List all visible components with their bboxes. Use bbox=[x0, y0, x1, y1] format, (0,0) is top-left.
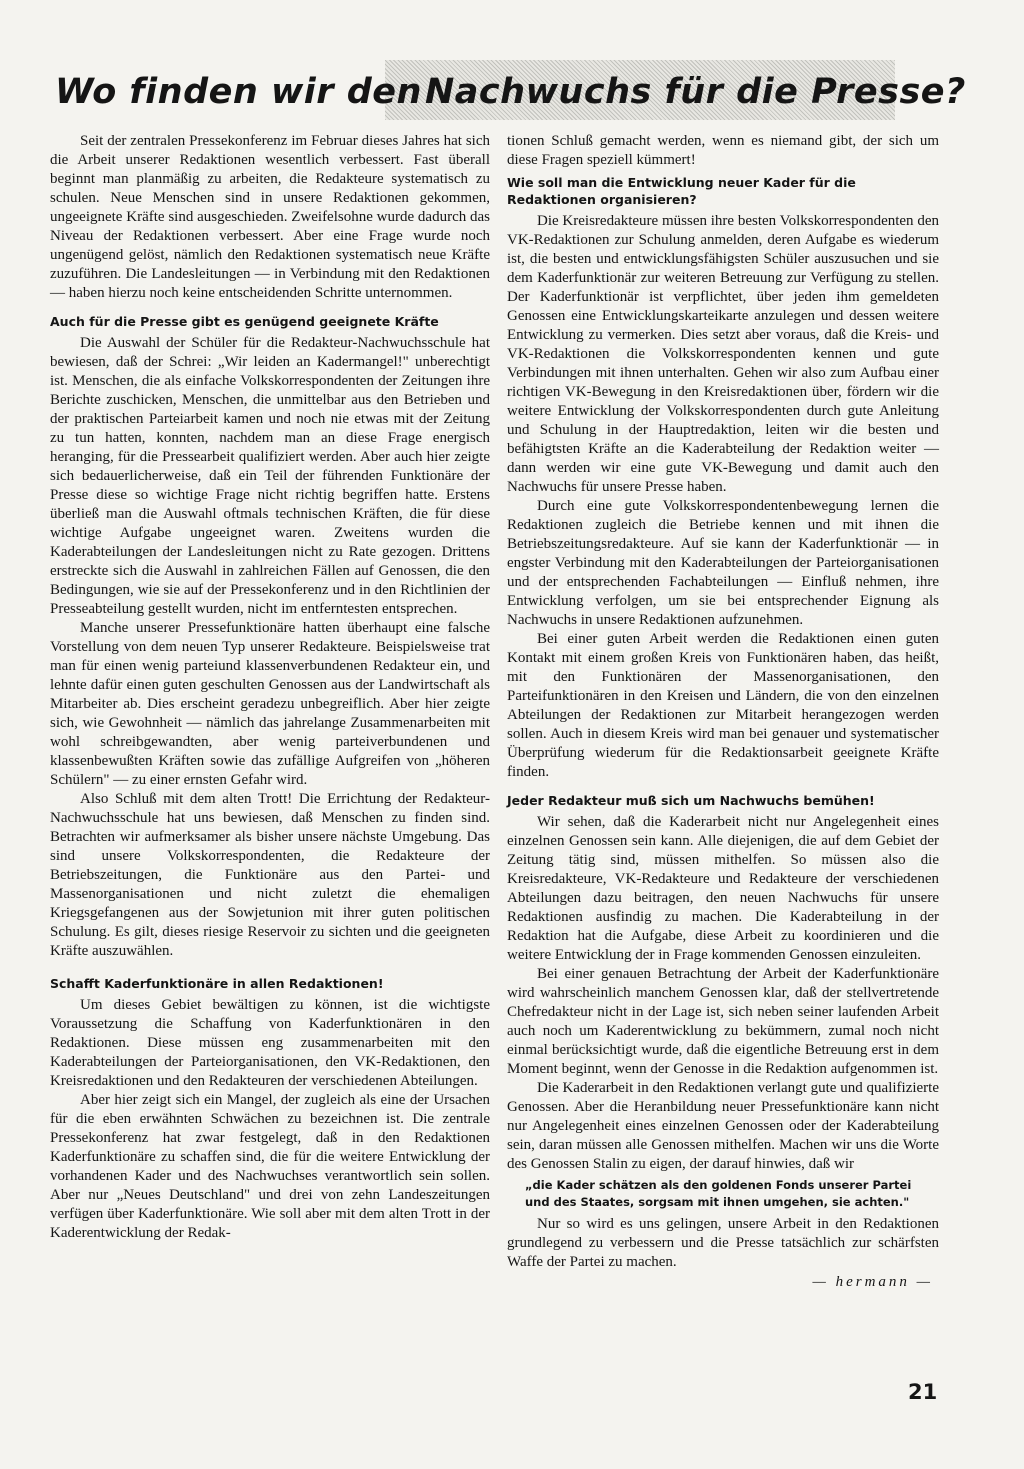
paragraph: Die Kreisredakteure müssen ihre besten Volkskorrespondenten den VK-Redaktionen zur Schulung anmelden, deren Aufgabe es wiederum ist, die besten und entwicklungsfähigsten Schüler auszusuchen und sie dem Kaderfunktionär zur weiteren Betreuung zur Verfügung zu stellen. Der Kaderfunktionär ist verpflichtet, über jeden ihm gemeldeten Genossen eine Entwicklungskarteikarte anzulegen und dessen weitere Entwicklung zu vermerken. Dies setzt aber voraus, daß die Kreis- und VK-Redaktionen die Volkskorrespondenten kennen und gute Verbindungen mit ihnen unterhalten. Gehen wir also zum Aufbau einer richtigen VK-Bewegung in den Kreisredaktionen über, fördern wir die weitere Entwicklung der Volkskorrespondenten durch gute Anleitung und Schulung in der Hauptredaktion, leiten wir die besten und befähigtsten Kräfte an die Kaderabteilung der Redaktion weiter — dann werden wir eine gute VK-Bewegung und damit auch den Nachwuchs für unsere Presse haben. bbox=[507, 213, 939, 495]
page-number: 21 bbox=[908, 1380, 938, 1404]
paragraph: Durch eine gute Volkskorrespondentenbewegung lernen die Redaktionen zugleich die Betriebe kennen und mit ihnen die Betriebszeitungsredakteure. Auf sie kann der Kaderfunktionär — in engster Verbindung mit den Kaderabteilungen der Parteiorganisationen und der entsprechenden Fachabteilungen — Einfluß nehmen, ihre Entwicklung verfolgen, um sie bei entsprechender Eignung als Nachwuchs in unsere Redaktionen aufzunehmen. bbox=[507, 498, 939, 628]
author-signature: — hermann — bbox=[812, 1274, 933, 1290]
headline-part-2: Nachwuchs für die Presse? bbox=[425, 72, 966, 112]
headline-part-1: Wo finden wir den bbox=[55, 72, 422, 112]
section-heading: Auch für die Presse gibt es genügend geeignete Kräfte bbox=[50, 314, 439, 329]
section-heading: Schafft Kaderfunktionäre in allen Redaktionen! bbox=[50, 976, 384, 991]
section-heading: Jeder Redakteur muß sich um Nachwuchs bemühen! bbox=[507, 793, 875, 808]
paragraph: Manche unserer Pressefunktionäre hatten überhaupt eine falsche Vorstellung von dem neuen Typ unserer Redakteure. Beispielsweise trat man für einen wenig parteiund klassenverbundenen Redakteur ein, und lehnte dafür einen guten geschulten Genossen aus der Landwirtschaft als Mitarbeiter ab. Dies erscheint geradezu unbegreiflich. Aber hier zeigte sich, wie Gewohnheit — nämlich das jahrelange Zusammenarbeiten mit wohl schreibgewandten, aber wenig parteiverbundenen und klassenbewußten Kräften sowie das zufällige Aufgreifen von „höheren Schülern" — zu einer ernsten Gefahr wird. bbox=[50, 620, 490, 788]
paragraph: Um dieses Gebiet bewältigen zu können, ist die wichtigste Voraussetzung die Schaffung von Kaderfunktionären in den Redaktionen. Diese müssen eng zusammenarbeiten mit den Kaderabteilungen der Parteiorganisationen, den VK-Redaktionen, den Kreisredaktionen und den Redakteuren der verschiedenen Abteilungen. bbox=[50, 997, 490, 1089]
stalin-quote: „die Kader schätzen als den goldenen Fonds unserer Partei und des Staates, sorgsam mit ihnen umgehen, sie achten." bbox=[525, 1178, 912, 1209]
paragraph: Wir sehen, daß die Kaderarbeit nicht nur Angelegenheit eines einzelnen Genossen sein kann. Alle diejenigen, die auf dem Gebiet der Zeitung tätig sind, müssen mithelfen. So müssen also die Kreisredakteure, VK-Redakteure und Redakteure der verschiedenen Abteilungen dazu beitragen, den neuen Nachwuchs für unsere Redaktionen ausfindig zu machen. Die Kaderabteilung in der Redaktion hat die Aufgabe, diese Arbeit zu koordinieren und die weitere Entwicklung der in Frage kommenden Genossen einzuleiten. bbox=[507, 814, 939, 963]
paragraph: Bei einer guten Arbeit werden die Redaktionen einen guten Kontakt mit einem großen Kreis von Funktionären haben, das heißt, mit den Funktionären der Massenorganisationen, den Parteifunktionären in den Kreisen und Ländern, die von den einzelnen Abteilungen der Redaktionen zur Mitarbeit herangezogen werden sollen. Auch in diesem Kreis wird man bei genauer und systematischer Überprüfung wiederum für die Redaktionsarbeit geeignete Kräfte finden. bbox=[507, 631, 939, 780]
left-column bbox=[50, 132, 490, 1243]
paragraph: Bei einer genauen Betrachtung der Arbeit der Kaderfunktionäre wird wahrscheinlich manchem Genossen klar, daß der stellvertretende Chefredakteur nicht in der Lage ist, sich neben seiner laufenden Arbeit auch noch um Kaderentwicklung zu bekümmern, zumal noch nicht einmal berücksichtigt wurde, daß die eigentliche Betreuung erst in dem Moment beginnt, wenn der Genosse in die Redaktion aufgenommen ist. bbox=[507, 966, 939, 1077]
paragraph: Die Auswahl der Schüler für die Redakteur-Nachwuchsschule hat bewiesen, daß der Schrei: „Wir leiden an Kadermangel!" unberechtigt ist. Menschen, die als einfache Volkskorrespondenten der Zeitungen ihre Berichte zuschicken, Menschen, die unmittelbar aus den Betrieben und der praktischen Parteiarbeit kamen und noch nie etwas mit der Zeitung zu tun hatten, konnten, nachdem man an diese Frage energisch heranging, für die Pressearbeit qualifiziert werden. Aber auch hier zeigte sich bedauerlicherweise, daß ein Teil der führenden Funktionäre der Presse diese so wichtige Frage nicht richtig begriffen hatte. Erstens überließ man die Auswahl oftmals technischen Kräften, die für diese wichtige Aufgabe ungeeignet waren. Zweitens wurden die Kaderabteilungen der Landesleitungen nicht zu Rate gezogen. Drittens erstreckte sich die Auswahl in zahlreichen Fällen auf Genossen, die den Bedingungen, wie sie auf der Pressekonferenz und in den Richtlinien der Presseabteilung gestellt wurden, nicht im entferntesten entsprechen. bbox=[50, 335, 490, 617]
article-headline bbox=[55, 70, 966, 114]
paragraph: Also Schluß mit dem alten Trott! Die Errichtung der Redakteur-Nachwuchsschule hat uns bewiesen, daß Menschen zu finden sind. Betrachten wir aufmerksamer als bisher unsere nächste Umgebung. Das sind unsere Volkskorrespondenten, die Redakteure der Betriebszeitungen, die Funktionäre aus den Partei- und Massenorganisationen und nicht zuletzt die ehemaligen Kriegsgefangenen aus der Sowjetunion mit ihrer guten politischen Schulung. Es gilt, dieses riesige Reservoir zu sichten und die geeigneten Kräfte auszuwählen. bbox=[50, 791, 490, 959]
section-heading: Wie soll man die Entwicklung neuer Kader für die Redaktionen organisieren? bbox=[507, 175, 856, 207]
right-column bbox=[507, 132, 939, 1291]
paragraph: Die Kaderarbeit in den Redaktionen verlangt gute und qualifizierte Genossen. Aber die Heranbildung neuer Pressefunktionäre kann nicht nur Angelegenheit eines einzelnen Genossen oder der Kaderabteilung sein, daran müssen alle Genossen mithelfen. Machen wir uns die Worte des Genossen Stalin zu eigen, der darauf hinwies, daß wir bbox=[507, 1080, 939, 1172]
paragraph: Seit der zentralen Pressekonferenz im Februar dieses Jahres hat sich die Arbeit unserer Redaktionen wesentlich verbessert. Fast überall beginnt man planmäßig zu arbeiten, die Redakteure systematisch zu schulen. Neue Menschen sind in unsere Redaktionen gekommen, ungeeignete Kräfte sind ausgeschieden. Zweifelsohne wurde dadurch das Niveau der Redaktionen verbessert. Aber eine Frage wurde noch ungenügend gelöst, nämlich den Redaktionen systematisch neue Kräfte zuzuführen. Die Landesleitungen — in Verbindung mit den Redaktionen — haben hierzu noch keine entscheidenden Schritte unternommen. bbox=[50, 133, 490, 301]
paragraph: Aber hier zeigt sich ein Mangel, der zugleich als eine der Ursachen für die eben erwähnten Schwächen zu bezeichnen ist. Die zentrale Pressekonferenz hat zwar festgelegt, daß in den Redaktionen Kaderfunktionäre zu schaffen sind, die für die weitere Entwicklung der vorhandenen Kader und des Nachwuchses verantwortlich sein sollen. Aber nur „Neues Deutschland" und drei von zehn Landeszeitungen verfügen über Kaderfunktionäre. Wie soll aber mit dem alten Trott in der Kaderentwicklung der Redak- bbox=[50, 1092, 490, 1241]
paragraph: Nur so wird es uns gelingen, unsere Arbeit in den Redaktionen grundlegend zu verbessern und die Presse tatsächlich zur schärfsten Waffe der Partei zu machen. bbox=[507, 1216, 939, 1270]
paragraph-continued: tionen Schluß gemacht werden, wenn es niemand gibt, der sich um diese Fragen speziell kümmert! bbox=[507, 133, 939, 168]
